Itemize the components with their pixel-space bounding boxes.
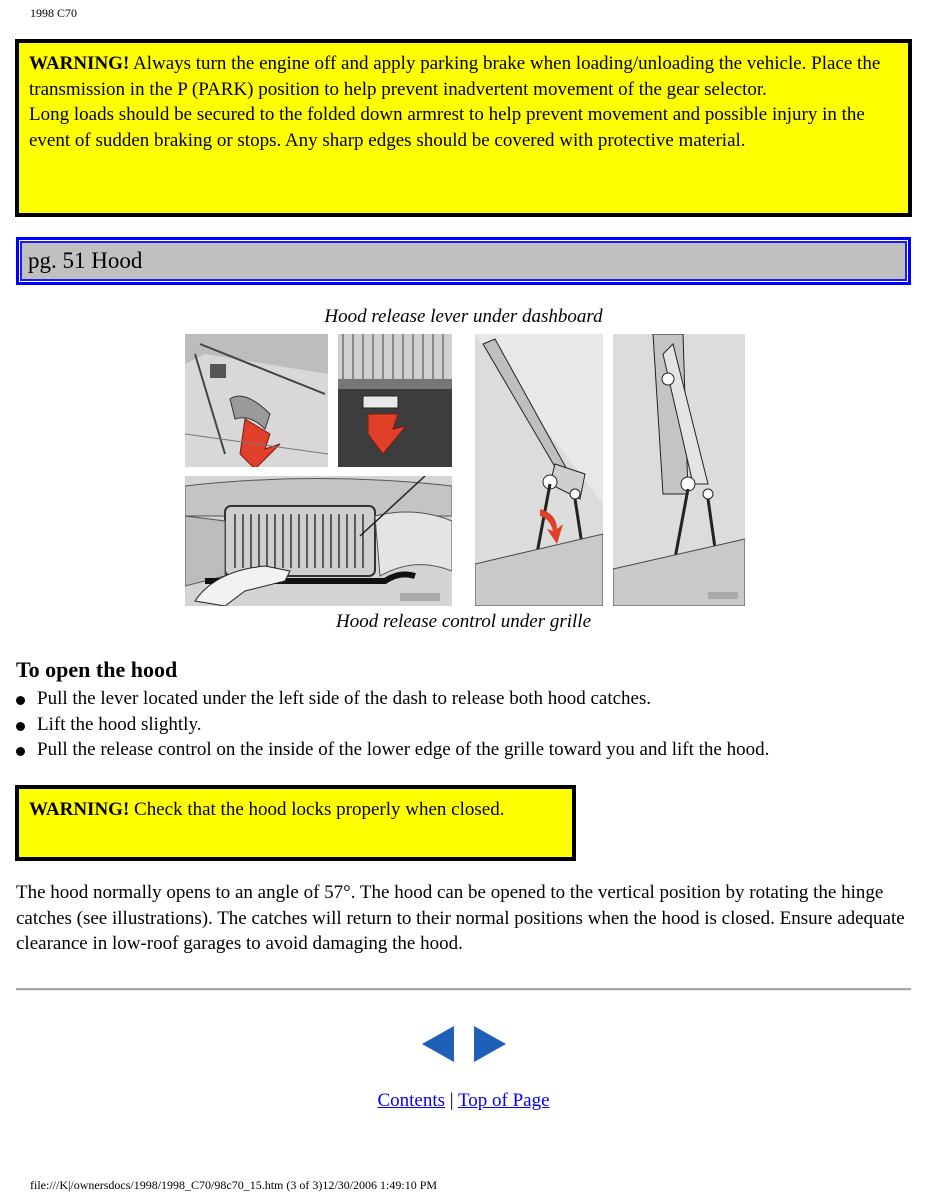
list-item: Pull the release control on the inside of the lower edge of the grille toward you and lift the hood. [16, 737, 769, 763]
warning-box-small [15, 785, 576, 861]
section-title: To open the hood [16, 657, 178, 682]
warning-label: WARNING! [29, 799, 130, 820]
list-item: Lift the hood slightly. [16, 712, 769, 738]
illustration-dashboard-lever [185, 334, 328, 467]
link-separator: | [449, 1090, 454, 1111]
warning-content-small [18, 788, 573, 858]
arrow-right-icon [472, 1024, 508, 1064]
arrow-left-icon [420, 1024, 456, 1064]
illustration-grille-release [185, 476, 452, 606]
section-heading: pg. 51 Hood [28, 248, 143, 273]
warning-label: WARNING! [29, 53, 130, 74]
body-paragraph: The hood normally opens to an angle of 57°. The hood can be opened to the vertical position by rotating the hinge catches (see illustrations). The catches will return to their normal positions when the hood is closed. Ensure adequate clearance in low-roof garages to avoid damaging the hood. [16, 882, 905, 954]
section-heading-box [16, 237, 911, 285]
steps-list [16, 686, 769, 763]
previous-page-button[interactable] [420, 1024, 456, 1064]
list-item: Pull the lever located under the left side of the dash to release both hood catches. [16, 686, 769, 712]
document-header: 1998 C70 [30, 6, 78, 20]
illustration-hinge-normal [475, 334, 603, 606]
illustration-lever-closeup [338, 334, 452, 467]
illustration-hinge-vertical [613, 334, 745, 606]
figure-caption-top: Hood release lever under dashboard [324, 306, 603, 327]
file-path-footer: file:///K|/ownersdocs/1998/1998_C70/98c70_15.htm (3 of 3)12/30/2006 1:49:10 PM [30, 1178, 438, 1192]
divider [16, 988, 911, 991]
figure-caption-bottom: Hood release control under grille [335, 611, 592, 632]
contents-link[interactable]: Contents [377, 1090, 446, 1111]
warning-text-secondary: Long loads should be secured to the folded down armrest to help prevent movement and possible injury in the event of sudden braking or stops. Any sharp edges should be covered with protective material. [29, 104, 865, 151]
hood-illustration [185, 334, 745, 606]
footer-links [0, 1090, 927, 1112]
warning-box [15, 39, 912, 217]
warning-text: Check that the hood locks properly when closed. [129, 799, 505, 820]
section-heading-inner [19, 240, 908, 282]
top-of-page-link[interactable]: Top of Page [458, 1090, 550, 1111]
page-navigation [420, 1024, 510, 1064]
next-page-button[interactable] [472, 1024, 508, 1064]
warning-text: Always turn the engine off and apply parking brake when loading/unloading the vehicle. Place the transmission in the P (PARK) position to help prevent inadvertent movement of the gear selector. [29, 53, 881, 100]
warning-content [18, 42, 909, 214]
